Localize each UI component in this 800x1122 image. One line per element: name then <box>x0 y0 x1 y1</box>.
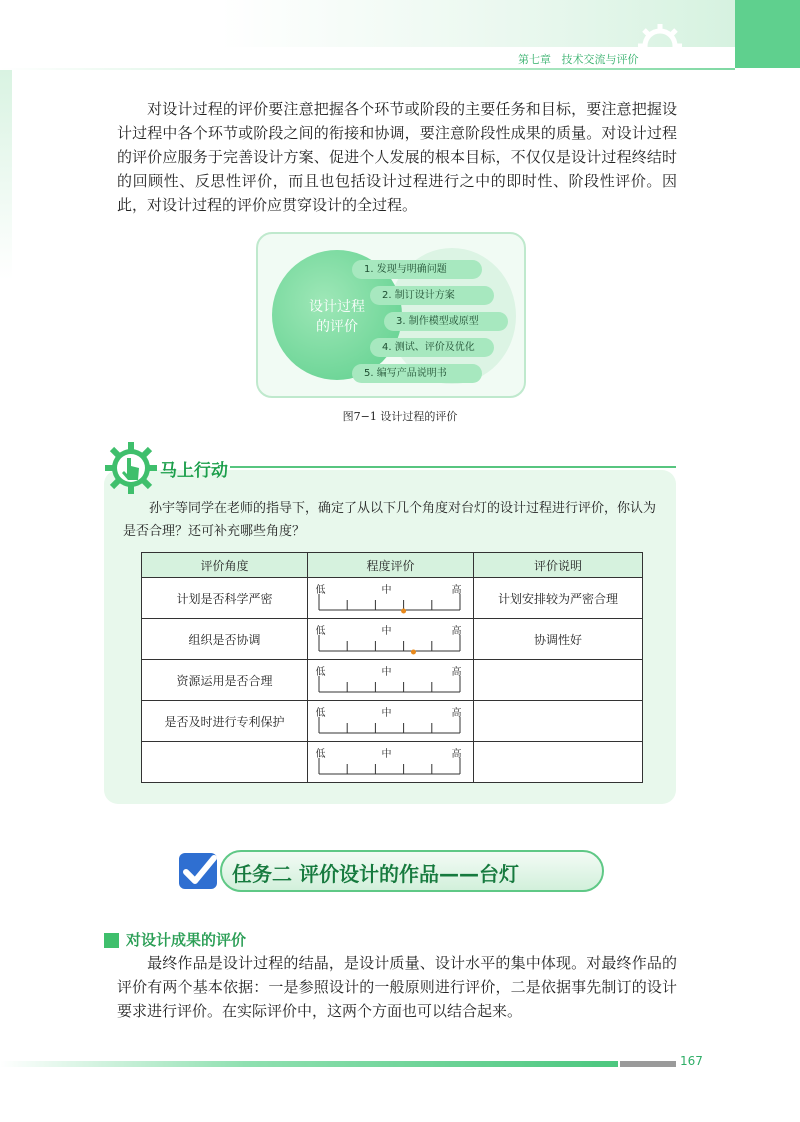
row-angle: 计划是否科学严密 <box>142 578 308 619</box>
rating-scale <box>316 662 466 698</box>
scale-ruler <box>316 662 466 698</box>
row-rating <box>308 578 474 619</box>
figure-caption: 图7−1 设计过程的评价 <box>342 410 458 423</box>
result-paragraph <box>117 951 677 1023</box>
scale-label-high: 高 <box>451 626 462 637</box>
scale-label-low: 低 <box>315 749 326 760</box>
header-angle: 评价角度 <box>142 553 308 578</box>
gear-icon <box>636 22 684 70</box>
figure-step-1: 1. 发现与明确问题 <box>352 260 482 279</box>
row-note: 计划安排较为严密合理 <box>474 578 643 619</box>
result-paragraph-text: 最终作品是设计过程的结晶，是设计质量、设计水平的集中体现。对最终作品的评价有两个基本依据：一是参照设计的一般原则进行评价，二是依据事先制订的设计要求进行评价。在实际评价中，这两个方面也可以结合起来。 <box>117 954 677 1020</box>
scale-label-mid: 中 <box>381 749 392 760</box>
scale-label-high: 高 <box>451 708 462 719</box>
header-strip <box>0 0 735 47</box>
table-row <box>142 742 643 783</box>
header-tab <box>735 0 800 68</box>
row-rating <box>308 742 474 783</box>
row-rating <box>308 619 474 660</box>
figure-step-5: 5. 编写产品说明书 <box>352 364 482 383</box>
section-marker <box>104 933 119 948</box>
table-row <box>142 660 643 701</box>
scale-ruler <box>316 703 466 739</box>
row-angle: 资源运用是否合理 <box>142 660 308 701</box>
table-header-row <box>142 553 643 578</box>
row-rating <box>308 660 474 701</box>
figure-center-line2: 的评价 <box>316 319 358 335</box>
action-title: 马上行动 <box>160 461 228 481</box>
action-title-line <box>230 466 676 468</box>
scale-ruler <box>316 744 466 780</box>
scale-label-mid: 中 <box>381 708 392 719</box>
rating-scale <box>316 621 466 657</box>
task-title: 任务二 评价设计的作品——台灯 <box>232 862 519 886</box>
scale-label-high: 高 <box>451 667 462 678</box>
figure-step-2: 2. 制订设计方案 <box>370 286 494 305</box>
scale-label-low: 低 <box>315 626 326 637</box>
action-text <box>123 497 658 543</box>
design-process-figure <box>256 232 526 398</box>
footer-bar <box>0 1061 618 1067</box>
chapter-title: 第七章 技术交流与评价 <box>518 53 639 66</box>
row-angle: 组织是否协调 <box>142 619 308 660</box>
table-row <box>142 701 643 742</box>
left-margin-bar <box>0 70 12 280</box>
table-row <box>142 578 643 619</box>
header-rating: 程度评价 <box>308 553 474 578</box>
rating-scale <box>316 580 466 616</box>
scale-label-low: 低 <box>315 585 326 596</box>
checkmark-icon <box>176 848 222 894</box>
header-note: 评价说明 <box>474 553 643 578</box>
intro-paragraph <box>117 97 677 217</box>
scale-label-mid: 中 <box>381 626 392 637</box>
row-note <box>474 701 643 742</box>
section-title: 对设计成果的评价 <box>126 931 247 949</box>
action-text-content: 孙宇等同学在老师的指导下，确定了从以下几个角度对台灯的设计过程进行评价，你认为是否合理？还可补充哪些角度？ <box>123 501 657 539</box>
scale-ruler <box>316 580 466 616</box>
row-note <box>474 742 643 783</box>
figure-step-4: 4. 测试、评价及优化 <box>370 338 494 357</box>
pointing-hand-gear-icon <box>103 440 159 496</box>
rating-scale <box>316 744 466 780</box>
scale-label-mid: 中 <box>381 585 392 596</box>
scale-label-mid: 中 <box>381 667 392 678</box>
intro-paragraph-text: 对设计过程的评价要注意把握各个环节或阶段的主要任务和目标，要注意把握设计过程中各个环节或阶段之间的衔接和协调，要注意阶段性成果的质量。对设计过程的评价应服务于完善设计方案、促进个人发展的根本目标，不仅仅是设计过程终结时的回顾性、反思性评价，而且也包括设计过程进行之中的即时性、阶段性评价。因此，对设计过程的评价应贯穿设计的全过程。 <box>117 100 677 214</box>
row-note <box>474 660 643 701</box>
figure-center-line1: 设计过程 <box>309 299 365 315</box>
footer-gray-bar <box>620 1061 676 1067</box>
scale-label-high: 高 <box>451 585 462 596</box>
scale-label-low: 低 <box>315 667 326 678</box>
evaluation-table <box>141 552 643 783</box>
scale-label-low: 低 <box>315 708 326 719</box>
rating-marker <box>401 609 406 614</box>
header-divider <box>0 68 735 70</box>
page-number: 167 <box>680 1054 703 1068</box>
scale-label-high: 高 <box>451 749 462 760</box>
scale-ruler <box>316 621 466 657</box>
row-rating <box>308 701 474 742</box>
figure-step-3: 3. 制作模型或原型 <box>384 312 508 331</box>
rating-marker <box>410 650 415 655</box>
row-angle <box>142 742 308 783</box>
row-note: 协调性好 <box>474 619 643 660</box>
table-row <box>142 619 643 660</box>
rating-scale <box>316 703 466 739</box>
row-angle: 是否及时进行专利保护 <box>142 701 308 742</box>
